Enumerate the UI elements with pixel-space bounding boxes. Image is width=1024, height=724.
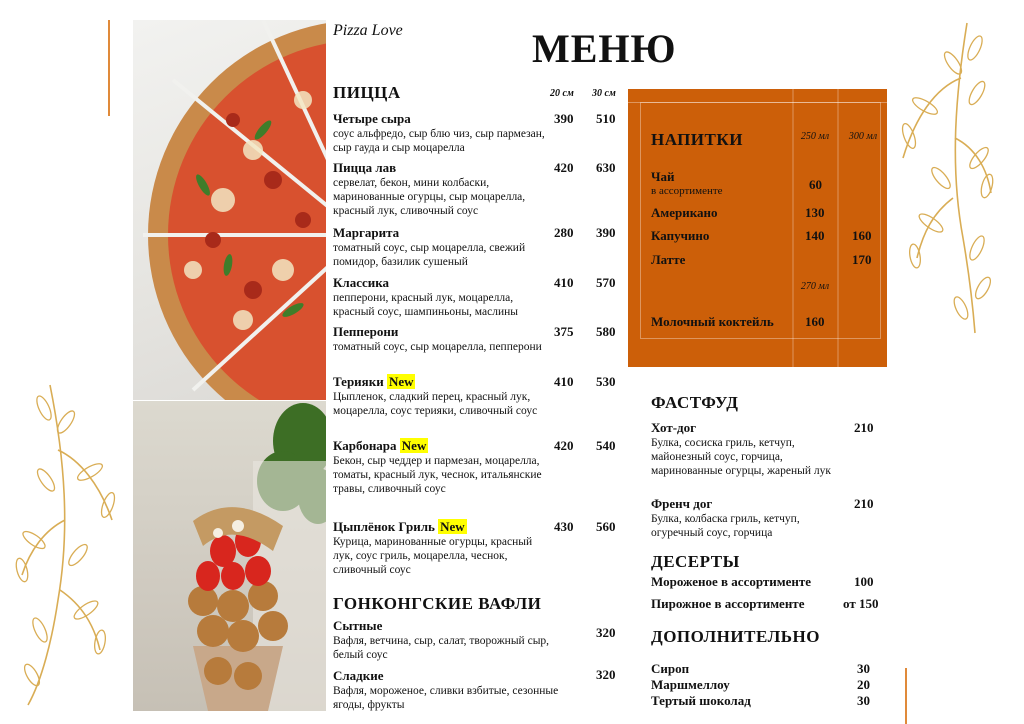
pizza-price-20: 430 <box>554 519 574 534</box>
pizza-price-20: 410 <box>554 275 574 290</box>
pizza-price-20: 420 <box>554 160 574 175</box>
pizza-item-desc: Бекон, сыр чеддер и пармезан, моцарелла, томаты, красный лук, чеснок, итальянские травы, сливочный соус <box>333 455 542 495</box>
vine-decoration-right <box>895 18 995 338</box>
pizza-section-title: ПИЦЦА <box>333 83 401 102</box>
waffle-price: 320 <box>596 667 616 682</box>
drink-price-milkshake-270: 160 <box>805 314 825 329</box>
extra-price: 30 <box>857 693 870 708</box>
drink-name-cappuccino: Капучино <box>651 228 710 243</box>
drinks-size-300-header: 300 мл <box>848 131 878 142</box>
extra-price: 20 <box>857 677 870 692</box>
desserts-section-title: ДЕСЕРТЫ <box>651 552 740 571</box>
pizza-price-20: 390 <box>554 111 574 126</box>
drink-price-latte-300: 170 <box>852 252 872 267</box>
drink-name-latte: Латте <box>651 252 686 267</box>
pizza-price-30: 560 <box>596 519 616 534</box>
fastfood-item-name: Хот-дог <box>651 420 697 435</box>
pizza-price-30: 530 <box>596 374 616 389</box>
pizza-item-name: Классика <box>333 275 390 290</box>
extra-section-title: ДОПОЛНИТЕЛЬНО <box>651 627 820 646</box>
brand-name: Pizza Love <box>333 22 403 39</box>
accent-line-right <box>905 668 907 724</box>
pizza-item-desc: томатный соус, сыр моцарелла, свежий помидор, базилик сушеный <box>333 242 526 268</box>
pizza-item <box>333 438 545 496</box>
waffle-item-desc: Вафля, ветчина, сыр, салат, творожный сыр, белый соус <box>333 635 550 661</box>
waffle-item-name: Сытные <box>333 618 383 633</box>
waffle-item-desc: Вафля, мороженое, сливки взбитые, сезонные ягоды, фрукты <box>333 685 559 711</box>
pizza-item <box>333 275 545 319</box>
pizza-photo <box>133 20 326 400</box>
drink-price-tea-250: 60 <box>809 177 822 192</box>
extra-item-name: Сироп <box>651 661 690 676</box>
fastfood-item <box>651 496 831 540</box>
pizza-price-20: 375 <box>554 324 574 339</box>
pizza-price-30: 580 <box>596 324 616 339</box>
vine-decoration-left <box>10 380 120 710</box>
pizza-item <box>333 324 545 354</box>
drink-name-tea: Чай <box>651 169 675 184</box>
pizza-item-desc: сервелат, бекон, мини колбаски, маринованные огурцы, сыр моцарелла, красный лук, сливочный соус <box>333 177 526 217</box>
drinks-section-title: НАПИТКИ <box>651 130 743 149</box>
pizza-price-20: 410 <box>554 374 574 389</box>
pizza-item-desc: пепперони, красный лук, моцарелла, красный соус, шампиньоны, маслины <box>333 292 518 318</box>
pizza-price-20: 420 <box>554 438 574 453</box>
drink-price-americano-250: 130 <box>805 205 825 220</box>
fastfood-price: 210 <box>854 420 874 435</box>
new-badge: New <box>388 374 414 389</box>
page-title: МЕНЮ <box>532 26 677 71</box>
fastfood-item <box>651 420 831 478</box>
extra-item-name: Маршмеллоу <box>651 677 730 692</box>
pizza-item-desc: Курица, маринованные огурцы, красный лук, соус гриль, моцарелла, чеснок, сливочный соус <box>333 536 533 576</box>
pizza-size-20-header: 20 см <box>550 88 574 99</box>
extra-price: 30 <box>857 661 870 676</box>
fastfood-item-desc: Булка, колбаска гриль, кетчуп, огуречный соус, горчица <box>651 513 800 539</box>
waffle-item-name: Сладкие <box>333 668 384 683</box>
drinks-size-270-header: 270 мл <box>800 281 830 292</box>
drinks-panel <box>628 89 887 367</box>
pizza-item-name: Пицца лав <box>333 160 397 175</box>
pizza-item-name: Карбонара <box>333 438 397 453</box>
waffle-item <box>333 668 573 712</box>
new-badge: New <box>440 519 465 534</box>
pizza-item-desc: соус альфредо, сыр блю чиз, сыр пармезан, сыр гауда и сыр моцарелла <box>333 128 545 154</box>
pizza-item-desc: томатный соус, сыр моцарелла, пепперони <box>333 341 542 353</box>
waffles-section-title: ГОНКОНГСКИЕ ВАФЛИ <box>333 594 542 613</box>
drink-price-cappuccino-300: 160 <box>852 228 872 243</box>
fastfood-item-desc: Булка, сосиска гриль, кетчуп, майонезный соус, горчица, маринованные огурцы, жареный лук <box>651 437 831 477</box>
dessert-item-name: Пирожное в ассортименте <box>651 596 805 611</box>
pizza-price-30: 540 <box>596 438 616 453</box>
pizza-item-name: Маргарита <box>333 225 400 240</box>
waffle-price: 320 <box>596 625 616 640</box>
drinks-size-250-header: 250 мл <box>800 131 830 142</box>
pizza-item <box>333 160 545 218</box>
pizza-price-30: 570 <box>596 275 616 290</box>
fastfood-item-name: Френч дог <box>651 496 713 511</box>
pizza-item-desc: Цыпленок, сладкий перец, красный лук, моцарелла, соус терияки, сливочный соус <box>333 391 538 417</box>
pizza-price-30: 390 <box>596 225 616 240</box>
extra-item-name: Тертый шоколад <box>651 693 751 708</box>
drink-name-americano: Американо <box>651 205 718 220</box>
drink-sub-tea: в ассортименте <box>651 185 723 197</box>
pizza-item-name: Пепперони <box>333 324 399 339</box>
new-badge: New <box>401 438 427 453</box>
drink-price-cappuccino-250: 140 <box>805 228 825 243</box>
waffle-photo <box>133 401 326 711</box>
fastfood-section-title: ФАСТФУД <box>651 393 739 412</box>
pizza-price-30: 630 <box>596 160 616 175</box>
pizza-item <box>333 374 545 418</box>
dessert-item-name: Мороженое в ассортименте <box>651 574 812 589</box>
fastfood-price: 210 <box>854 496 874 511</box>
pizza-item <box>333 519 545 577</box>
pizza-price-20: 280 <box>554 225 574 240</box>
pizza-price-30: 510 <box>596 111 616 126</box>
pizza-item <box>333 225 545 269</box>
pizza-item-name: Терияки <box>333 374 384 389</box>
pizza-item-name: Четыре сыра <box>333 111 411 126</box>
pizza-item <box>333 111 545 155</box>
dessert-price: от 150 <box>843 596 879 611</box>
drink-name-milkshake: Молочный коктейль <box>651 314 774 329</box>
pizza-item-name: Цыплёнок Гриль <box>333 519 435 534</box>
dessert-price: 100 <box>854 574 874 589</box>
waffle-item <box>333 618 573 662</box>
pizza-size-30-header: 30 см <box>592 88 616 99</box>
accent-line-left <box>108 20 110 116</box>
